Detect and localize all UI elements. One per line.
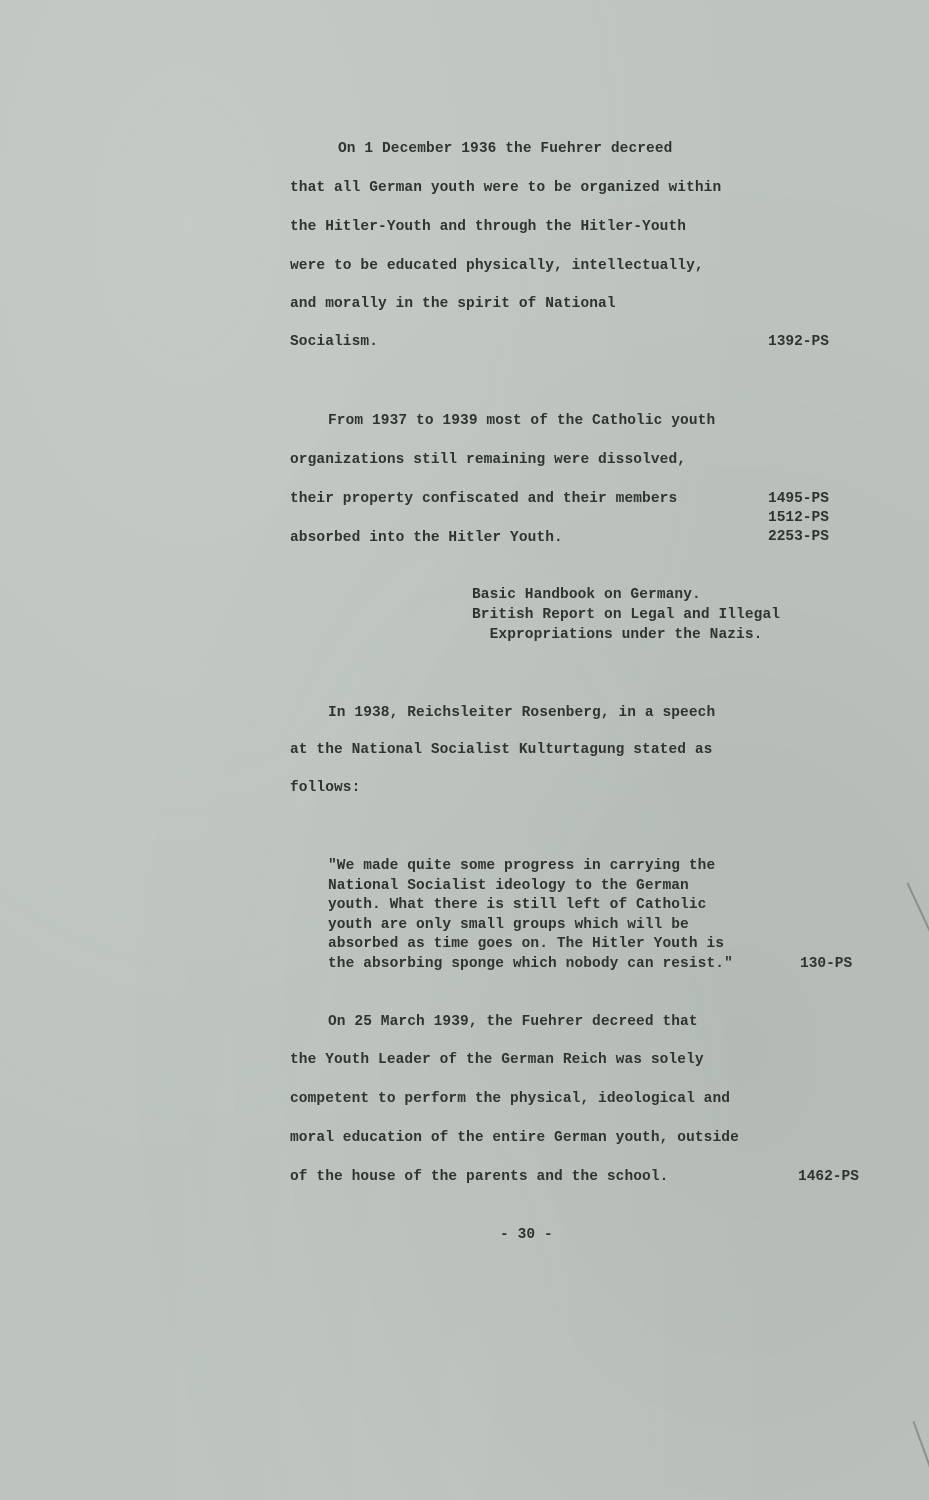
para2-exhibit-ref-3: 2253-PS: [768, 529, 829, 545]
para3-line-1: In 1938, Reichsleiter Rosenberg, in a speech: [328, 705, 716, 721]
para1-line-5: and morally in the spirit of National: [290, 296, 616, 312]
source-line-1: Basic Handbook on Germany.: [472, 587, 701, 603]
para3-line-2: at the National Socialist Kulturtagung stated as: [290, 742, 713, 758]
paper-edge-mark: [913, 1421, 929, 1469]
source-line-2: British Report on Legal and Illegal: [472, 607, 781, 623]
para4-line-2: the Youth Leader of the German Reich was solely: [290, 1052, 704, 1068]
quote-line-1: "We made quite some progress in carrying the: [328, 858, 716, 874]
quote-exhibit-ref: 130-PS: [800, 956, 853, 972]
para4-line-3: competent to perform the physical, ideological and: [290, 1091, 731, 1107]
para1-line-2: that all German youth were to be organized within: [290, 180, 722, 196]
para4-exhibit-ref: 1462-PS: [798, 1169, 859, 1185]
quote-line-3: youth. What there is still left of Catholic: [328, 897, 707, 913]
paper-edge-mark: [906, 882, 929, 937]
para2-line-1: From 1937 to 1939 most of the Catholic youth: [328, 413, 716, 429]
para2-exhibit-ref-1: 1495-PS: [768, 491, 829, 507]
para2-exhibit-ref-2: 1512-PS: [768, 510, 829, 526]
quote-line-2: National Socialist ideology to the German: [328, 878, 689, 894]
para4-line-1: On 25 March 1939, the Fuehrer decreed that: [328, 1014, 698, 1030]
page-number: - 30 -: [500, 1227, 553, 1243]
para1-line-1: On 1 December 1936 the Fuehrer decreed: [338, 141, 673, 157]
para2-line-3: their property confiscated and their members: [290, 491, 678, 507]
para1-line-6: Socialism.: [290, 334, 379, 350]
para2-line-2: organizations still remaining were dissolved,: [290, 452, 687, 468]
quote-line-6: the absorbing sponge which nobody can resist.": [328, 956, 733, 972]
para3-line-3: follows:: [290, 780, 361, 796]
para1-exhibit-ref: 1392-PS: [768, 334, 829, 350]
para2-line-4: absorbed into the Hitler Youth.: [290, 530, 563, 546]
para1-line-3: the Hitler-Youth and through the Hitler-Youth: [290, 219, 687, 235]
quote-line-4: youth are only small groups which will be: [328, 917, 689, 933]
para4-line-5: of the house of the parents and the school.: [290, 1169, 669, 1185]
quote-line-5: absorbed as time goes on. The Hitler Youth is: [328, 936, 725, 952]
para4-line-4: moral education of the entire German youth, outside: [290, 1130, 739, 1146]
para1-line-4: were to be educated physically, intellectually,: [290, 258, 704, 274]
source-line-3: Expropriations under the Nazis.: [472, 627, 763, 643]
